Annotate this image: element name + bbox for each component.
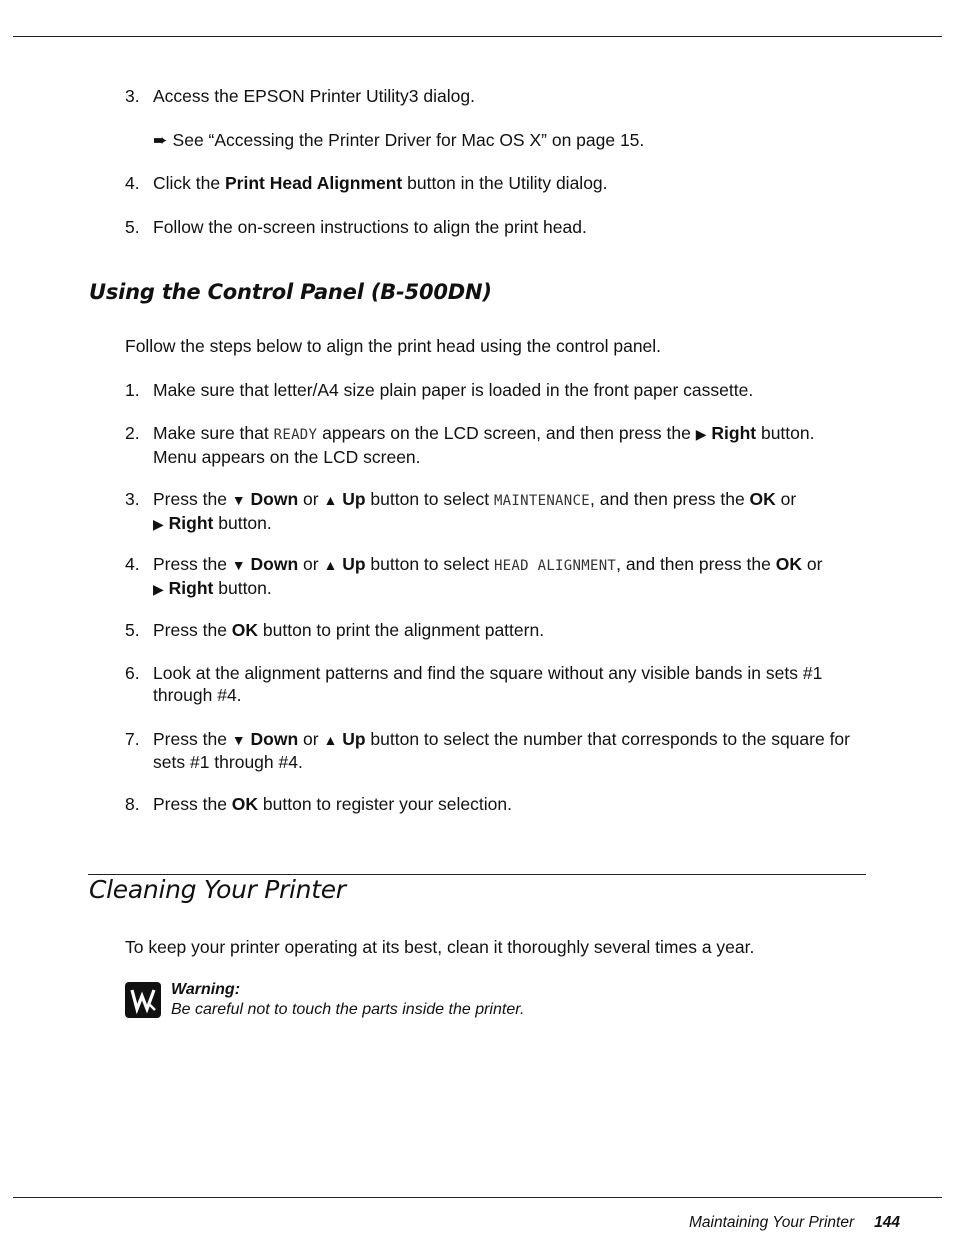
warning-text: Be careful not to touch the parts inside the printer. bbox=[171, 1001, 525, 1018]
cross-reference-text: See “Accessing the Printer Driver for Mac OS X” on page 15. bbox=[172, 130, 645, 150]
header-rule bbox=[13, 36, 942, 37]
right-arrow-icon: ▶ bbox=[695, 426, 707, 442]
lcd-text: READY bbox=[273, 427, 318, 443]
list-item: 5. Press the OK button to print the alignment pattern. bbox=[125, 620, 545, 640]
list-item bbox=[125, 216, 865, 238]
cleaning-intro: To keep your printer operating at its best, clean it thoroughly several times a year. bbox=[125, 937, 755, 957]
list-item: 3. Press the ▼ Down or ▲ Up button to select MAINTENANCE, and then press the OK or ▶ Right button. bbox=[125, 489, 797, 533]
list-item: 7. Press the ▼ Down or ▲ Up button to select the number that corresponds to the square for sets #1 through #4. bbox=[125, 729, 850, 772]
step-number: 5. bbox=[125, 217, 140, 237]
footer-rule bbox=[13, 1197, 942, 1198]
step-number: 4. bbox=[125, 173, 140, 193]
list-item: 6. Look at the alignment patterns and find the square without any visible bands in sets #1 through #4. bbox=[125, 663, 823, 705]
up-arrow-icon: ▲ bbox=[323, 732, 338, 748]
right-arrow-icon: ▶ bbox=[153, 581, 164, 597]
cross-reference bbox=[153, 129, 644, 151]
lcd-text: MAINTENANCE bbox=[493, 493, 590, 509]
list-item bbox=[125, 85, 865, 107]
list-item: 8. Press the OK button to register your selection. bbox=[125, 794, 512, 814]
print-head-alignment-label: Print Head Alignment bbox=[224, 173, 403, 193]
lcd-text: HEAD ALIGNMENT bbox=[493, 558, 617, 574]
step-text: Follow the on-screen instructions to align the print head. bbox=[153, 217, 587, 237]
down-arrow-icon: ▼ bbox=[231, 557, 246, 573]
subsection-heading: Using the Control Panel (B-500DN) bbox=[89, 280, 492, 304]
down-arrow-icon: ▼ bbox=[231, 732, 246, 748]
up-arrow-icon: ▲ bbox=[323, 557, 338, 573]
page-number: 144 bbox=[874, 1214, 900, 1231]
list-item: 1. Make sure that letter/A4 size plain paper is loaded in the front paper cassette. bbox=[125, 380, 754, 400]
list-item: 4. Press the ▼ Down or ▲ Up button to select HEAD ALIGNMENT, and then press the OK or ▶ Right button. bbox=[125, 554, 823, 598]
down-arrow-icon: ▼ bbox=[231, 492, 246, 508]
warning-title: Warning: bbox=[171, 981, 241, 998]
section-heading: Cleaning Your Printer bbox=[89, 875, 346, 904]
intro-paragraph: Follow the steps below to align the print head using the control panel. bbox=[125, 336, 662, 356]
page-footer bbox=[689, 1214, 900, 1232]
arrow-icon: ➨ bbox=[153, 130, 168, 150]
step-number: 3. bbox=[125, 86, 140, 106]
list-item: 2. Make sure that READY appears on the LCD screen, and then press the ▶ Right button. Menu appears on the LCD screen. bbox=[125, 423, 815, 467]
chapter-title: Maintaining Your Printer bbox=[688, 1214, 855, 1231]
right-arrow-icon: ▶ bbox=[153, 516, 164, 532]
warning-icon bbox=[125, 982, 161, 1018]
up-arrow-icon: ▲ bbox=[323, 492, 338, 508]
step-text: Click the Print Head Alignment button in the Utility dialog. bbox=[153, 173, 608, 193]
list-item bbox=[125, 172, 865, 194]
step-text: Access the EPSON Printer Utility3 dialog. bbox=[153, 86, 475, 106]
